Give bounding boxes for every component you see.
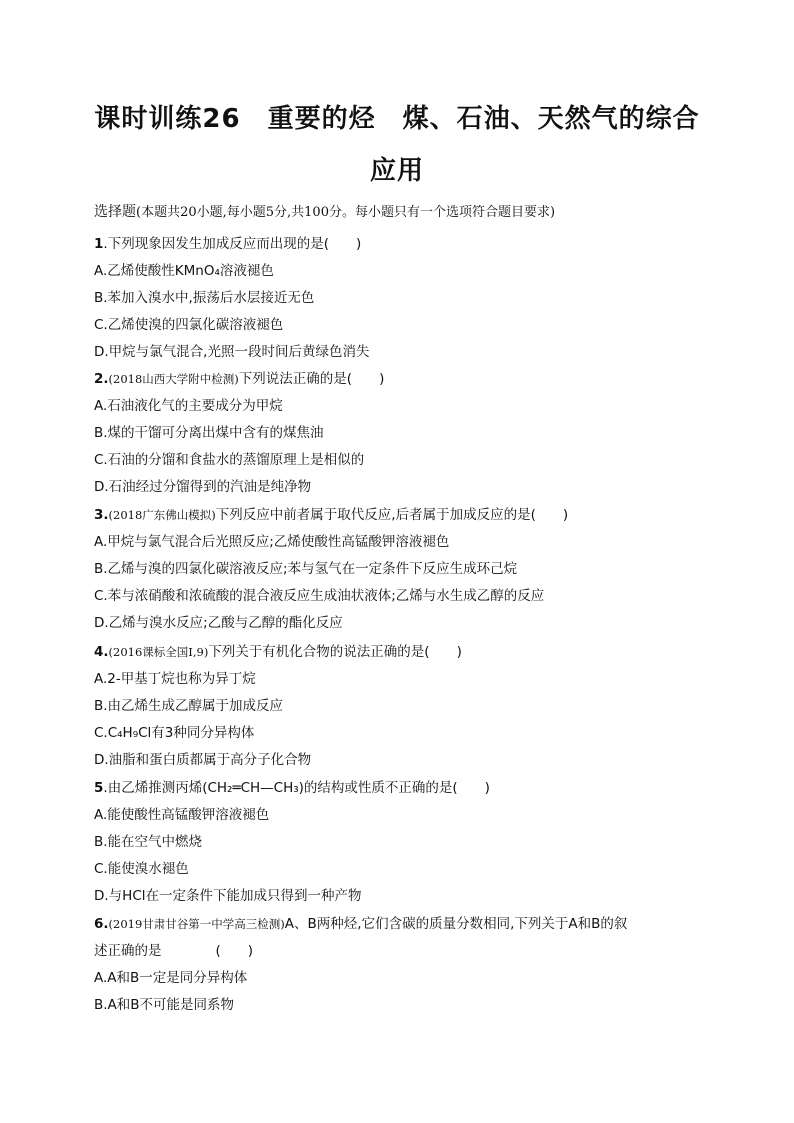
- question-text: 下列反应中前者属于取代反应,后者属于加成反应的是( ): [215, 507, 569, 523]
- question-3-option-c: C.苯与浓硝酸和浓硫酸的混合液反应生成油状液体;乙烯与水生成乙醇的反应: [94, 588, 545, 604]
- question-5-stem: [94, 776, 490, 796]
- question-source: (2018广东佛山模拟): [108, 508, 216, 522]
- question-4-option-d: D.油脂和蛋白质都属于高分子化合物: [94, 752, 312, 768]
- question-number: 3: [94, 507, 104, 523]
- page-title-line2: 应用: [369, 156, 424, 186]
- question-number: 1: [94, 236, 104, 252]
- question-text: A、B两种烃,它们含碳的质量分数相同,下列关于A和B的叙: [284, 916, 628, 932]
- question-5-option-d: D.与HCl在一定条件下能加成只得到一种产物: [94, 888, 362, 904]
- question-2-option-a: A.石油液化气的主要成分为甲烷: [94, 398, 283, 414]
- question-1-option-c: C.乙烯使溴的四氯化碳溶液褪色: [94, 317, 284, 333]
- question-4-option-b: B.由乙烯生成乙醇属于加成反应: [94, 698, 284, 714]
- question-2-option-b: B.煤的干馏可分离出煤中含有的煤焦油: [94, 425, 324, 441]
- question-source: (2016课标全国Ⅰ,9): [108, 645, 209, 659]
- question-1-option-a: A.乙烯使酸性KMnO₄溶液褪色: [94, 263, 274, 279]
- question-6-stem-continued: 述正确的是 ( ): [94, 943, 254, 959]
- question-source: (2018山西大学附中检测): [108, 372, 239, 386]
- question-number: 6: [94, 916, 104, 932]
- question-2-stem: 2.(2018山西大学附中检测)下列说法正确的是( ): [94, 371, 385, 387]
- question-4-option-a: A.2-甲基丁烷也称为异丁烷: [94, 671, 256, 687]
- question-4-stem: 4.(2016课标全国Ⅰ,9)下列关于有机化合物的说法正确的是( ): [94, 644, 462, 660]
- question-6-stem: 6.(2019甘肃甘谷第一中学高三检测)A、B两种烃,它们含碳的质量分数相同,下列关于A和B的叙: [94, 916, 628, 932]
- section-note: (本题共20小题,每小题5分,共100分。每小题只有一个选项符合题目要求): [136, 205, 556, 220]
- question-1-option-d: D.甲烷与氯气混合,光照一段时间后黄绿色消失: [94, 344, 370, 360]
- question-number: 5: [94, 780, 104, 796]
- question-2-option-d: D.石油经过分馏得到的汽油是纯净物: [94, 479, 312, 495]
- question-text: .下列现象因发生加成反应而出现的是( ): [103, 236, 362, 252]
- question-number: 2: [94, 371, 104, 387]
- question-text: 下列关于有机化合物的说法正确的是( ): [208, 644, 462, 660]
- page-title-line1: 课时训练26 重要的烃 煤、石油、天然气的综合: [94, 104, 700, 134]
- question-4-option-c: C.C₄H₉Cl有3种同分异构体: [94, 725, 255, 741]
- question-3-option-a: A.甲烷与氯气混合后光照反应;乙烯使酸性高锰酸钾溶液褪色: [94, 534, 450, 550]
- question-3-stem: 3.(2018广东佛山模拟)下列反应中前者属于取代反应,后者属于加成反应的是( ): [94, 507, 569, 523]
- question-number: 4: [94, 644, 104, 660]
- question-2-option-c: C.石油的分馏和食盐水的蒸馏原理上是相似的: [94, 452, 365, 468]
- question-text: 下列说法正确的是( ): [238, 371, 385, 387]
- question-6-option-a: A.A和B一定是同分异构体: [94, 970, 248, 986]
- question-1-stem: [94, 232, 361, 252]
- question-text: .由乙烯推测丙烯(CH₂═CH—CH₃)的结构或性质不正确的是( ): [103, 780, 490, 796]
- question-5-option-a: A.能使酸性高锰酸钾溶液褪色: [94, 807, 270, 823]
- section-label: 选择题: [94, 204, 136, 220]
- question-5-option-c: C.能使溴水褪色: [94, 861, 189, 877]
- question-1-option-b: B.苯加入溴水中,振荡后水层接近无色: [94, 290, 315, 306]
- question-source: (2019甘肃甘谷第一中学高三检测): [108, 917, 285, 931]
- question-3-option-d: D.乙烯与溴水反应;乙酸与乙醇的酯化反应: [94, 615, 343, 631]
- question-5-option-b: B.能在空气中燃烧: [94, 834, 203, 850]
- section-intro: [94, 201, 555, 221]
- question-6-option-b: B.A和B不可能是同系物: [94, 997, 235, 1013]
- question-3-option-b: B.乙烯与溴的四氯化碳溶液反应;苯与氢气在一定条件下反应生成环己烷: [94, 561, 518, 577]
